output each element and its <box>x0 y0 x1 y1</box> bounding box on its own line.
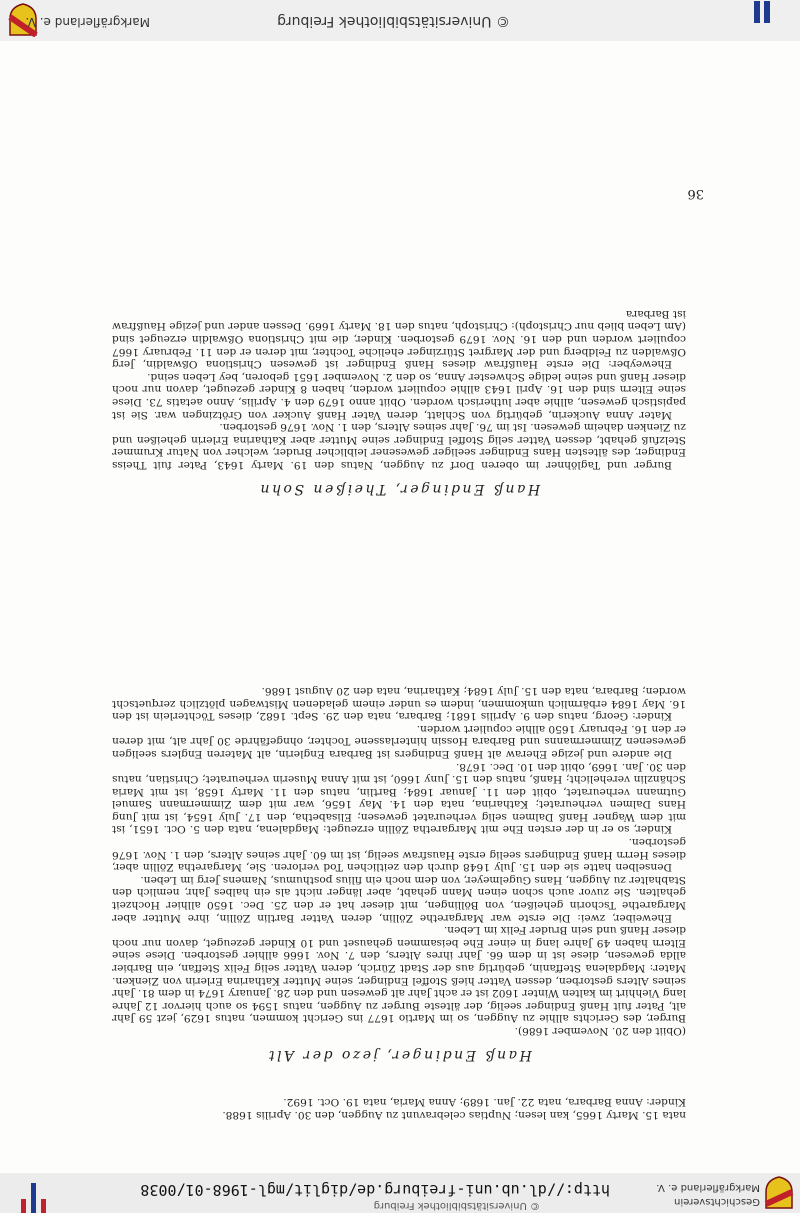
text-line: nata 15. Marty 1665, kan lesen; Nuptias celebravunt zu Auggen, den 30. Aprilis 1688. <box>222 1109 686 1121</box>
section-heading: Hanß Endinger, jezo der Alt <box>266 1047 532 1063</box>
paragraph: Kinder: Georg, natus den 9. Aprilis 1681; Barbara, nata den 29. Sept. 1682, dieses Töchterlein ist den 16. May 1684 erbärmlich umkommen, indem es under einem geladenen Mistwagen plötzlich zerquetscht worden; Barbara, nata den 15. July 1684; Katharina, nata den 20 August 1686. <box>112 684 686 723</box>
paragraph: Kinder, so er in der ersten Ehe mit Margaretha Zöllin erzeuget: Magdalena, nata den 5. Oct. 1651, ist mit dem Wagner Hanß Dalmen selig verheuratet gewesen; Elisabetha, den 17. July 1654, ist mit Jung Hans Dalmen verheuratet; Katharina, nata den 14. May 1656, war mit dem Zimmermann Samuel Gutmann verheuratet, obiit den 11. Januar 1684; Bartlin, natus den 11. Marty 1658, ist mit Maria Schänzlin verehelicht; Hanß, natus den 15. Juny 1660, ist mit Anna Muserin verheuratet; Christian, natus den 30. Jan. 1669, obiit den 10. Dec. 1678. <box>112 760 686 836</box>
intro-block <box>112 1096 686 1121</box>
paragraph: Burger und Taglöhner im oberen Dorf zu Auggen, Natus den 19. Marty 1643, Pater fuit Theiss Endinger, des ältesten Hans Endinger seeliger gewesener leiblicher Bruder, welcher von Natur Krummer Stelzfuß gehabt, dessen Vatter selig Stoffel Endinger seine Mutter aber Katharina Erlerin geheißen und zu Zienken daheim gewesen. Ist im 76. Jahr seines Alters, den 1. Nov. 1676 gestorben. <box>112 421 686 471</box>
section-body <box>112 684 686 1037</box>
copyright-text: © Universitätsbibliothek Freiburg <box>277 13 510 29</box>
page-number: 36 <box>687 186 704 201</box>
paragraph: Eheweiber, zwei: Die erste war Margarethe Zöllin, deren Vatter Bartlin Zöllin, ihre Mutter aber Margarethe Tschorin geheißen, von Böllingen, mit dieser hat er den 25. Dec. 1650 allhier Hochzeit gehalten. Sie zuvor auch schon einen Mann gehabt, aber länger nicht als ein halbes Jahr, nemlich den Stabhalter zu Auggen, Hans Gugelmeyer, von dem noch ein filius posthumus, Namens Jerg im Leben. <box>112 873 686 924</box>
viewer-marker-icon <box>754 1 760 23</box>
society-label: Markgräflerland e. V. <box>25 15 150 29</box>
text-line: Kinder: Anna Barbara, nata 22. Jan. 1689; Anna Maria, nata 19. Oct. 1692. <box>283 1096 686 1109</box>
society-shield-icon <box>764 1176 794 1210</box>
copyright-text: © Universitätsbibliothek Freiburg <box>373 1200 540 1211</box>
paragraph: Mater Anna Auckerin, gebürtig von Schlatt, deren Vater Hanß Aucker von Grötzingen war. Sie ist papistisch gewesen, allhie aber lutherisch worden. Obiit anno 1679 den 4. Aprilis, Anno aetatis 73. Diese seine Eltern sind den 16. April 1643 allhie copuliert worden, haben 8 Kinder gezeuget, davon nur noch dieser Hanß und seine ledige Schwester Anna, so den 2. November 1651 geboren, bey Leben seind. <box>112 370 686 421</box>
viewer-marker-icon <box>21 1199 26 1213</box>
section-heading: Hanß Endinger, Theißen Sohn <box>257 481 541 497</box>
paragraph: (Obiit den 20. November 1686). <box>514 1025 686 1037</box>
society-name: Geschichtsverein <box>674 1196 760 1207</box>
paragraph: Eheweyber: Die erste Haußfraw dieses Hanß Endinger ist gewesen Christiona Oßwaldin, Jerg Oßwalden zu Feldberg und der Margret Stürzinger eheliche Tochter, mit deren er den 11. February 1667 copuliert worden und den 16. Nov. 1679 gestorben. Kinder, die mit Christiona Oßwaldin erzeuget sind (Am Leben blieb nur Christoph): Christoph, natus den 18. Marty 1669. Dessen ander und jezige Haußfraw ist Barbara <box>112 307 686 371</box>
viewer-footer-bar <box>0 0 800 41</box>
paragraph: Burger, des Gerichts allhie zu Auggen, so im Martio 1677 ins Gericht kommen, natus 1629, jezt 59 Jahr alt, Pater fuit Hanß Endinger seelig, der älteste Burger zu Auggen, natus 1594 so auch hiervor 12 Jahre lang Viehhirt im kalten Winter 1602 ist er acht Jahr alt gewesen und den 28. January 1674 in dem 81. Jahr seines Alters gestorben, dessen Vatter hieß Stoffel Endinger, seine Mutter Katharina Erlerin von Zienken. Mater: Magdalena Steffanin, gebürtig aus der Stadt Zürich, deren Vatter selig Felix Steffan, ein Barbier allda gewesen, diese ist in dem 66. Jahr ihres Alters, den 7. Nov. 1666 allhier gestorben. Diese seine Eltern haben 49 Jahre lang in einer Ehe beisammen gehauset und 10 Kinder gezeuget, davon nur noch dieser Hanß und sein Bruder Felix im Leben. <box>112 924 686 1025</box>
permalink-url[interactable]: http://dl.ub.uni-freiburg.de/diglit/mgl-1968-01/0038 <box>140 1181 610 1199</box>
viewer-header-bar <box>0 1173 800 1213</box>
viewer-marker-icon <box>31 1183 36 1213</box>
paragraph: Denselben hatte sie den 15. July 1648 durch den zeitlichen Tod verloren. Sie, Margaretha Zöllin aber, dieses Herrn Hanß Endingers seelig erste Hausfraw seelig, ist im 60. Jahr seines Alters, den 1. Nov. 1676 gestorben. <box>112 836 686 874</box>
section-body <box>112 307 686 471</box>
paragraph: Die andere und jezige Eheraw alt Hanß Endingers ist Barbara Englerin, alt Materen Englers seeligen gewesenen Zimmermanns und Barbara Hossin hinterlassene Tochter, ohngefährde 30 Jahr alt, mit deren er den 16. February 1650 allhie copuliert worden. <box>112 722 686 760</box>
viewer-marker-icon <box>764 1 770 23</box>
viewer-marker-icon <box>41 1199 46 1213</box>
society-subname: Markgräflerland e. V. <box>656 1182 760 1193</box>
